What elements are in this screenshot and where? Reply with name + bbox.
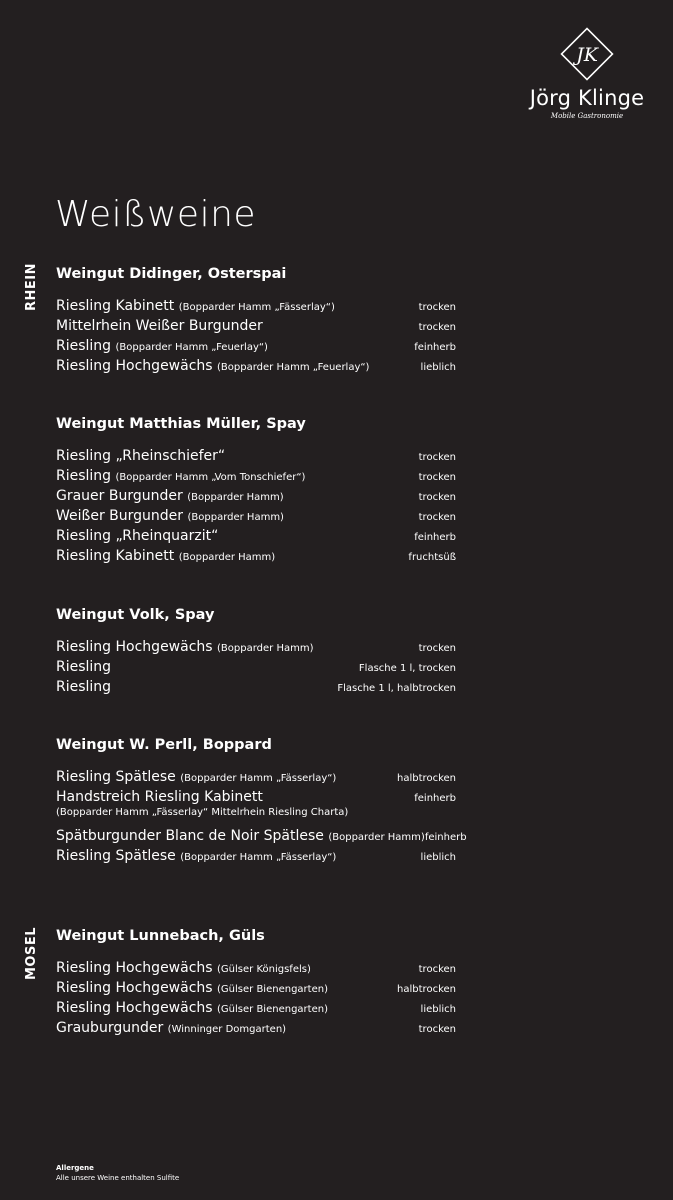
wine-row <box>56 316 456 336</box>
wine-row <box>56 356 456 376</box>
wine-style: halbtrocken <box>397 773 456 784</box>
winery-section <box>56 926 456 1038</box>
wine-name: Grauburgunder <box>56 1020 164 1036</box>
wine-style: trocken <box>418 472 456 483</box>
wine-name: Riesling Hochgewächs <box>56 358 213 374</box>
wine-detail: (Bopparder Hamm „Feuerlay“) <box>115 342 268 353</box>
wine-row <box>56 637 456 657</box>
wine-style: feinherb <box>414 532 456 543</box>
wine-row <box>56 846 456 866</box>
wine-style: Flasche 1 l, trocken <box>358 663 456 674</box>
wine-style: Flasche 1 l, halbtrocken <box>337 683 456 694</box>
winery-section <box>56 605 456 697</box>
wine-style: lieblich <box>420 1004 456 1015</box>
allergen-text: Alle unsere Weine enthalten Sulfite <box>56 1174 180 1182</box>
wine-row <box>56 1018 456 1038</box>
wine-name: Handstreich Riesling Kabinett <box>56 789 263 805</box>
wine-style: fruchtsüß <box>408 552 456 563</box>
wine-name: Riesling <box>56 338 112 354</box>
wine-detail: (Bopparder Hamm „Fässerlay“) <box>178 302 335 313</box>
wine-name: Riesling Kabinett <box>56 298 175 314</box>
wine-style: feinherb <box>414 342 456 353</box>
wine-row <box>56 767 456 787</box>
wine-name: Riesling „Rheinquarzit“ <box>56 528 219 544</box>
wine-row <box>56 526 456 546</box>
wine-row <box>56 336 456 356</box>
wine-name: Riesling Spätlese <box>56 848 176 864</box>
wine-detail: (Bopparder Hamm „Fässerlay“) <box>180 773 337 784</box>
wine-name: Riesling Hochgewächs <box>56 980 213 996</box>
wine-style: trocken <box>418 452 456 463</box>
wine-detail: (Winninger Domgarten) <box>167 1024 287 1035</box>
wine-name: Riesling <box>56 679 112 695</box>
region-label-rhein: RHEIN <box>24 263 39 311</box>
wine-row <box>56 657 456 677</box>
wine-style: trocken <box>418 964 456 975</box>
wine-detail: (Bopparder Hamm) <box>178 552 276 563</box>
wine-detail: (Bopparder Hamm „Fässerlay“) <box>180 852 337 863</box>
wine-row <box>56 998 456 1018</box>
winery-section <box>56 735 467 866</box>
wine-row <box>56 546 456 566</box>
wine-style: trocken <box>418 1024 456 1035</box>
wine-name: Riesling <box>56 468 112 484</box>
wine-detail: (Bopparder Hamm) <box>187 512 284 523</box>
winery-name: Weingut Lunnebach, Güls <box>56 928 265 944</box>
wine-row <box>56 787 456 807</box>
brand-name: Jörg Klinge <box>529 86 645 110</box>
wine-row <box>56 446 456 466</box>
wine-row <box>56 958 456 978</box>
allergen-note <box>56 1163 179 1183</box>
wine-name: Riesling <box>56 659 112 675</box>
wine-detail: (Bopparder Hamm „Vom Tonschiefer“) <box>115 472 306 483</box>
wine-style: trocken <box>418 512 456 523</box>
brand-logo <box>527 26 647 120</box>
winery-name: Weingut Didinger, Osterspai <box>56 266 287 282</box>
wine-name: Spätburgunder Blanc de Noir Spätlese <box>56 828 324 844</box>
winery-section <box>56 264 456 376</box>
winery-name: Weingut W. Perll, Boppard <box>56 737 272 753</box>
wine-detail: (Bopparder Hamm „Feuerlay“) <box>217 362 370 373</box>
wine-name: Grauer Burgunder <box>56 488 183 504</box>
wine-name: Riesling „Rheinschiefer“ <box>56 448 226 464</box>
wine-subdetail: (Bopparder Hamm „Fässerlay“ Mittelrhein Riesling Charta) <box>56 807 349 818</box>
wine-style: trocken <box>418 322 456 333</box>
wine-detail: (Bopparder Hamm) <box>187 492 284 503</box>
page-title: Weißweine <box>55 194 257 235</box>
wine-name: Riesling Spätlese <box>56 769 176 785</box>
wine-row <box>56 677 456 697</box>
wine-row <box>56 486 456 506</box>
wine-style: trocken <box>418 643 456 654</box>
wine-name: Riesling Kabinett <box>56 548 175 564</box>
monogram-diamond-icon <box>559 26 615 82</box>
wine-style: lieblich <box>420 852 456 863</box>
wine-style: feinherb <box>414 793 456 804</box>
wine-detail: (Bopparder Hamm) <box>217 643 314 654</box>
wine-style: halbtrocken <box>397 984 456 995</box>
wine-row <box>56 826 467 846</box>
winery-name: Weingut Volk, Spay <box>56 607 215 623</box>
wine-style: trocken <box>418 492 456 503</box>
monogram-text: JK <box>576 44 598 66</box>
wine-detail: (Bopparder Hamm) <box>328 832 425 843</box>
wine-name: Mittelrhein Weißer Burgunder <box>56 318 263 334</box>
winery-name: Weingut Matthias Müller, Spay <box>56 416 306 432</box>
wine-name: Weißer Burgunder <box>56 508 184 524</box>
wine-row <box>56 978 456 998</box>
wine-detail: (Gülser Bienengarten) <box>217 984 328 995</box>
wine-name: Riesling Hochgewächs <box>56 1000 213 1016</box>
wine-style: trocken <box>418 302 456 313</box>
wine-detail: (Gülser Bienengarten) <box>217 1004 328 1015</box>
winery-section <box>56 414 456 566</box>
region-label-mosel: MOSEL <box>24 926 39 980</box>
wine-name: Riesling Hochgewächs <box>56 960 213 976</box>
wine-row <box>56 466 456 486</box>
allergen-title: Allergene <box>56 1164 94 1172</box>
wine-style: lieblich <box>420 362 456 373</box>
wine-row <box>56 296 456 316</box>
wine-detail: (Gülser Königsfels) <box>217 964 311 975</box>
brand-subtitle: Mobile Gastronomie <box>550 112 624 120</box>
wine-name: Riesling Hochgewächs <box>56 639 213 655</box>
wine-style: feinherb <box>424 832 467 843</box>
wine-row <box>56 506 456 526</box>
